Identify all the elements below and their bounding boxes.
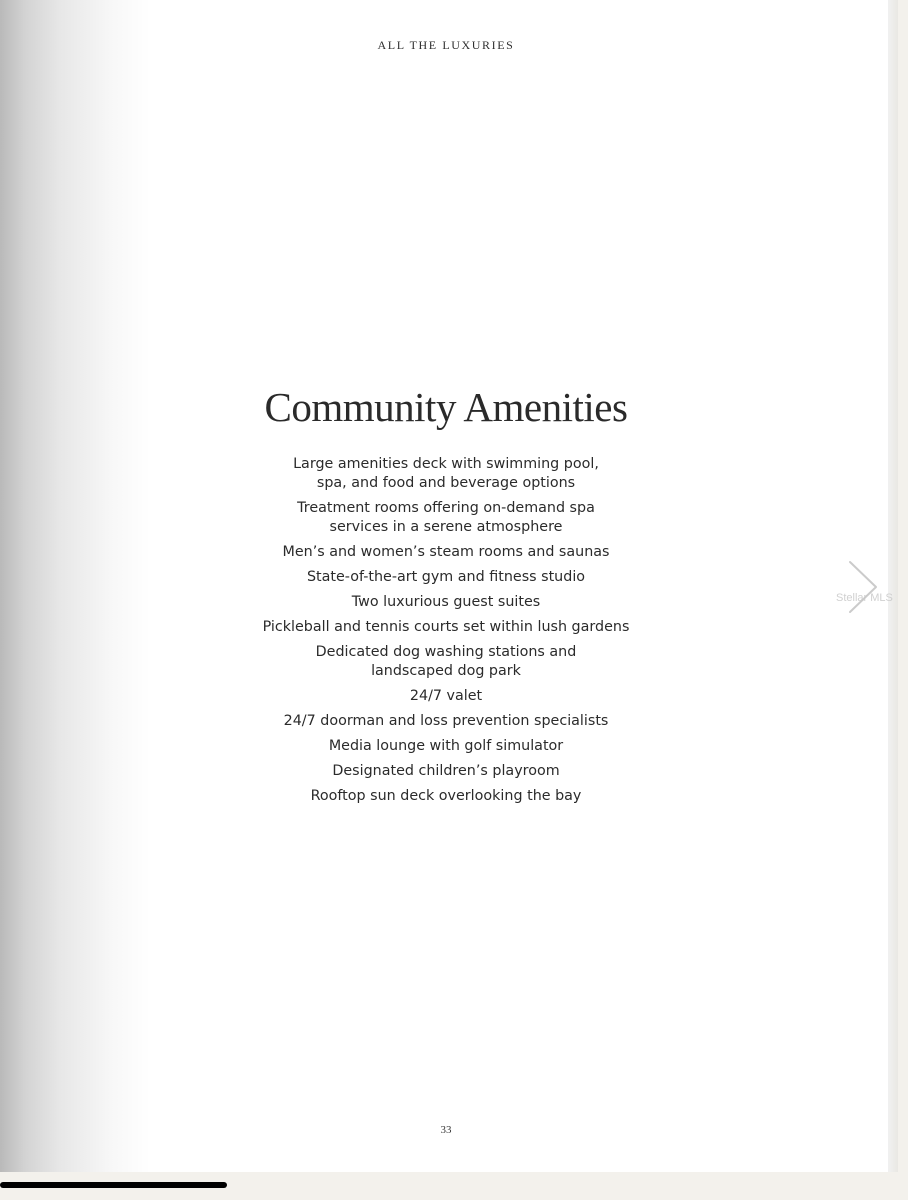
amenity-item [0,712,892,731]
amenity-text-line: Media lounge with golf simulator [328,738,564,754]
amenity-text-line: Men’s and women’s steam rooms and saunas [282,544,610,560]
amenity-text-line: Dedicated dog washing stations and [315,644,577,660]
amenity-item [0,593,892,612]
page-title: Community Amenities [264,384,628,430]
amenity-text-line: Designated children’s playroom [332,763,560,779]
amenity-item [0,543,892,562]
next-page-button[interactable] [838,556,886,618]
amenity-item [0,499,892,537]
amenity-text-line: landscaped dog park [371,663,521,679]
amenity-text-line: 24/7 doorman and loss prevention specialists [283,713,609,729]
amenity-item [0,687,892,706]
amenity-item [0,643,892,681]
page-number: 33 [440,1124,452,1136]
amenity-item [0,455,892,493]
amenity-text-line: Pickleball and tennis courts set within lush gardens [262,619,630,635]
amenity-text-line: Rooftop sun deck overlooking the bay [310,788,582,804]
chevron-right-icon [838,556,886,618]
amenity-item [0,787,892,806]
amenity-text-line: State-of-the-art gym and fitness studio [306,569,586,585]
amenities-list [0,455,892,812]
amenity-text-line: spa, and food and beverage options [316,475,576,491]
amenity-text-line: Two luxurious guest suites [351,594,541,610]
amenity-text-line: Large amenities deck with swimming pool, [293,456,599,472]
amenity-item [0,568,892,587]
amenity-item [0,737,892,756]
amenity-text-line: services in a serene atmosphere [329,519,563,535]
scroll-progress-bar[interactable] [0,1182,227,1188]
amenity-text-line: 24/7 valet [409,688,483,704]
amenity-item [0,618,892,637]
amenity-text-line: Treatment rooms offering on-demand spa [297,500,595,516]
watermark: Stellar MLS [836,592,893,604]
amenity-item [0,762,892,781]
section-header: ALL THE LUXURIES [377,38,515,52]
